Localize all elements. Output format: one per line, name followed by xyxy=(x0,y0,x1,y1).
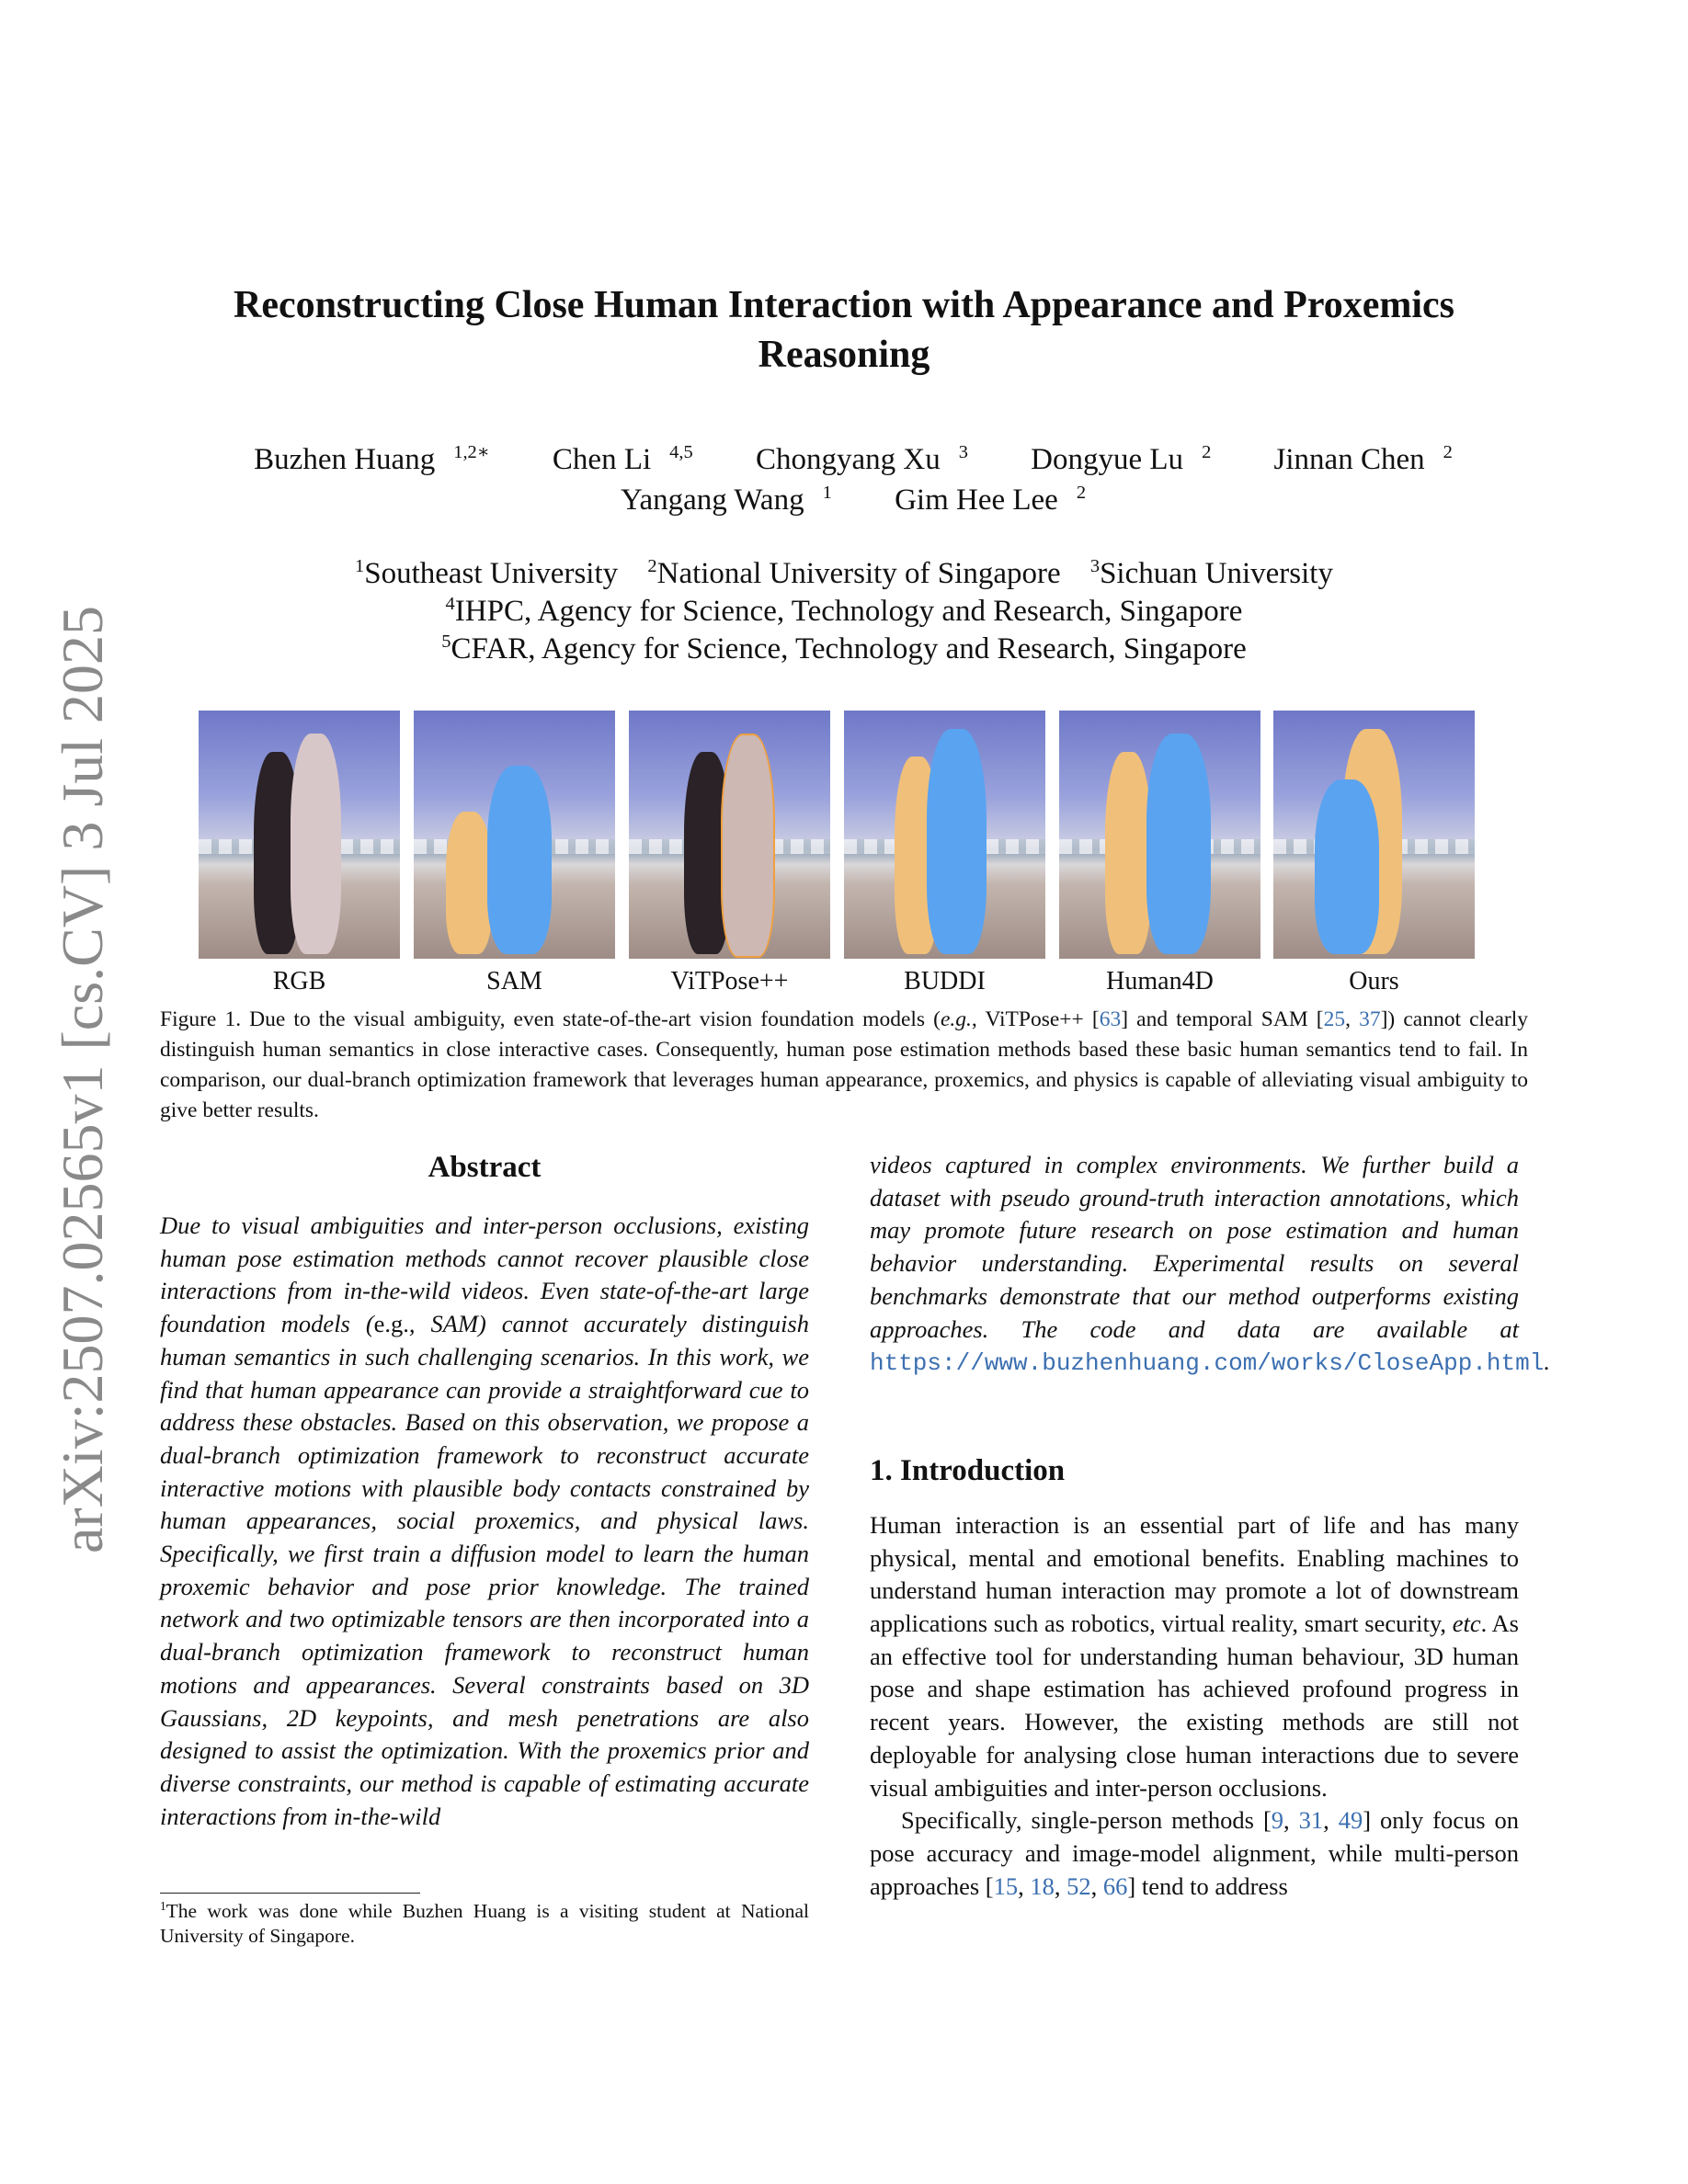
citation-link[interactable]: 9 xyxy=(1271,1806,1284,1835)
citation-link[interactable]: 18 xyxy=(1030,1871,1055,1900)
left-column xyxy=(160,1149,809,1833)
figure-panel-buddi xyxy=(844,711,1045,959)
citation-link[interactable]: 66 xyxy=(1102,1871,1128,1900)
section-heading-introduction: 1. Introduction xyxy=(870,1453,1066,1487)
footnote-rule xyxy=(160,1893,420,1894)
figure-1-images xyxy=(0,711,1688,959)
figure-label: Ours xyxy=(1349,967,1399,995)
figure-caption: Figure 1. Due to the visual ambiguity, even state-of-the-art vision foundation models (e.g., ViTPose++ [63] and temporal SAM [25, 37]) cannot clearly distinguish human semantics in close interactive cases. Consequently, human pose estimation methods based these basic human semantics tend to fail. In comparison, our dual-branch optimization framework that leverages human appearance, proxemics, and physics is capable of alleviating visual ambiguity to give better results. xyxy=(160,1007,1529,1122)
citation-link[interactable]: 52 xyxy=(1066,1871,1091,1900)
figure-panel-sam xyxy=(414,711,615,959)
citation-link[interactable]: 63 xyxy=(1099,1007,1122,1031)
right-column xyxy=(870,1149,1550,1903)
citation-link[interactable]: 25 xyxy=(1323,1007,1346,1031)
citation-link[interactable]: 15 xyxy=(993,1871,1019,1900)
project-url-link[interactable]: https://www.buzhenhuang.com/works/CloseApp.html xyxy=(870,1349,1545,1378)
author: Gim Hee Lee $^2$ xyxy=(895,483,1087,517)
intro-paragraph: Specifically, single-person methods [9, 31, 49] only focus on pose accuracy and image-model alignment, while multi-person approaches [15, 18, 52, 66] tend to address xyxy=(870,1806,1520,1900)
affiliation: $^4$IHPC, Agency for Science, Technology and Research, Singapore xyxy=(445,594,1243,628)
intro-paragraph: Human interaction is an essential part of life and has many physical, mental and emotional benefits. Enabling machines to understand human interaction may promote a lot of downstream applications such as robotics, virtual reality, smart security, etc. As an effective tool for understanding human behaviour, 3D human pose and shape estimation has achieved profound progress in recent years. However, the existing methods are still not deployable for analysing close human interactions due to severe visual ambiguities and inter-person occlusions. xyxy=(870,1510,1519,1802)
author: Chongyang Xu $^3$ xyxy=(755,442,968,476)
citation-link[interactable]: 49 xyxy=(1338,1806,1363,1835)
author: Yangang Wang $^1$ xyxy=(620,483,832,517)
abstract-text-continued: videos captured in complex environments. We further build a dataset with pseudo ground-truth interaction annotations, which may promote future research on pose estimation and human behavior understanding. Experimental results on several benchmarks demonstrate that our method outperforms existing approaches. The code and data are available at https://www.buzhenhuang.com/works/CloseApp.html. xyxy=(870,1151,1550,1378)
author-list xyxy=(165,439,1523,520)
figure-label: RGB xyxy=(272,967,326,995)
affiliation-list xyxy=(165,555,1523,668)
figure-label: ViTPose++ xyxy=(670,967,789,995)
footnote: $^1$The work was done while Buzhen Huang is a visiting student at National University of Singapore. xyxy=(160,1898,809,1947)
author: Dongyue Lu $^2$ xyxy=(1031,442,1212,476)
figure-label: Human4D xyxy=(1106,967,1214,995)
abstract-heading: Abstract xyxy=(428,1151,542,1184)
paper-title: Reconstructing Close Human Interaction with Appearance and Proxemics Reasoning xyxy=(234,284,1454,376)
affiliation: $^5$CFAR, Agency for Science, Technology and Research, Singapore xyxy=(441,631,1247,665)
abstract-text: Due to visual ambiguities and inter-person occlusions, existing human pose estimation methods cannot recover plausible close interactions from in-the-wild videos. Even state-of-the-art large foundation models (e.g., SAM) cannot accurately distinguish human semantics in such challenging scenarios. In this work, we find that human appearance can provide a straightforward cue to address these obstacles. Based on this observation, we propose a dual-branch optimization framework to reconstruct accurate interactive motions with plausible body contacts constrained by human appearances, social proxemics, and physical laws. Specifically, we first train a diffusion model to learn the human proxemic behavior and pose prior knowledge. The trained network and two optimizable tensors are then incorporated into a dual-branch optimization framework to reconstruct human motions and appearances. Several constraints based on 3D Gaussians, 2D keypoints, and mesh penetrations are also designed to assist the optimization. With the proxemics prior and diverse constraints, our method is capable of estimating accurate interactions from in-the-wild xyxy=(160,1211,809,1830)
citation-link[interactable]: 37 xyxy=(1359,1007,1381,1031)
affiliation: $^3$Sichuan University xyxy=(1089,556,1333,590)
author: Buzhen Huang $^{1,2∗}$ xyxy=(254,442,490,476)
figure-panel-human4d xyxy=(1059,711,1260,959)
figure-panel-ours xyxy=(1273,711,1475,959)
figure-panel-vitpose xyxy=(629,711,830,959)
figure-label: SAM xyxy=(486,967,542,995)
author: Jinnan Chen $^2$ xyxy=(1273,442,1453,476)
affiliation: $^1$Southeast University xyxy=(355,556,619,590)
citation-link[interactable]: 31 xyxy=(1298,1806,1324,1835)
arxiv-identifier: arXiv:2507.02565v1 [cs.CV] 3 Jul 2025 xyxy=(50,605,115,1553)
affiliation: $^2$National University of Singapore xyxy=(647,556,1061,590)
figure-label: BUDDI xyxy=(904,967,986,995)
author: Chen Li $^{4,5}$ xyxy=(552,442,693,476)
figure-panel-rgb xyxy=(199,711,400,959)
